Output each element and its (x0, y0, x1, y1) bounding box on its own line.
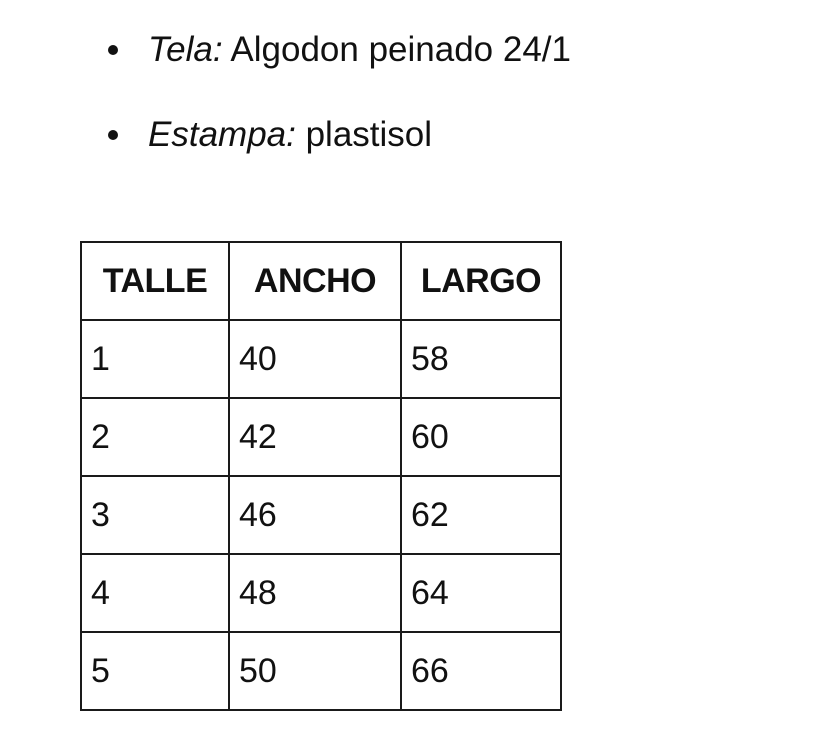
table-row (81, 632, 561, 710)
bullet-icon (108, 130, 118, 140)
cell-largo: 66 (401, 632, 561, 710)
cell-ancho: 40 (229, 320, 401, 398)
cell-talle: 4 (81, 554, 229, 632)
table-body (81, 320, 561, 710)
spec-label: Tela: (148, 30, 223, 69)
cell-ancho: 42 (229, 398, 401, 476)
column-header-largo: LARGO (401, 242, 561, 320)
cell-talle: 1 (81, 320, 229, 398)
table-row (81, 398, 561, 476)
table-header-row (81, 242, 561, 320)
spec-value: plastisol (295, 114, 433, 154)
column-header-ancho: ANCHO (229, 242, 401, 320)
cell-largo: 58 (401, 320, 561, 398)
cell-largo: 60 (401, 398, 561, 476)
cell-largo: 62 (401, 476, 561, 554)
cell-largo: 64 (401, 554, 561, 632)
cell-ancho: 46 (229, 476, 401, 554)
cell-talle: 2 (81, 398, 229, 476)
spec-value: Algodon peinado 24/1 (222, 30, 571, 69)
table-header (81, 242, 561, 320)
table-row (81, 476, 561, 554)
spec-label: Estampa: (148, 114, 296, 154)
cell-ancho: 50 (229, 632, 401, 710)
table-row (81, 554, 561, 632)
list-item (100, 28, 800, 73)
cell-talle: 5 (81, 632, 229, 710)
table-row (81, 320, 561, 398)
cell-ancho: 48 (229, 554, 401, 632)
bullet-icon (108, 45, 118, 55)
list-item (100, 113, 800, 158)
column-header-talle: TALLE (81, 242, 229, 320)
size-chart-table (80, 241, 562, 711)
specifications-list (100, 28, 800, 198)
cell-talle: 3 (81, 476, 229, 554)
